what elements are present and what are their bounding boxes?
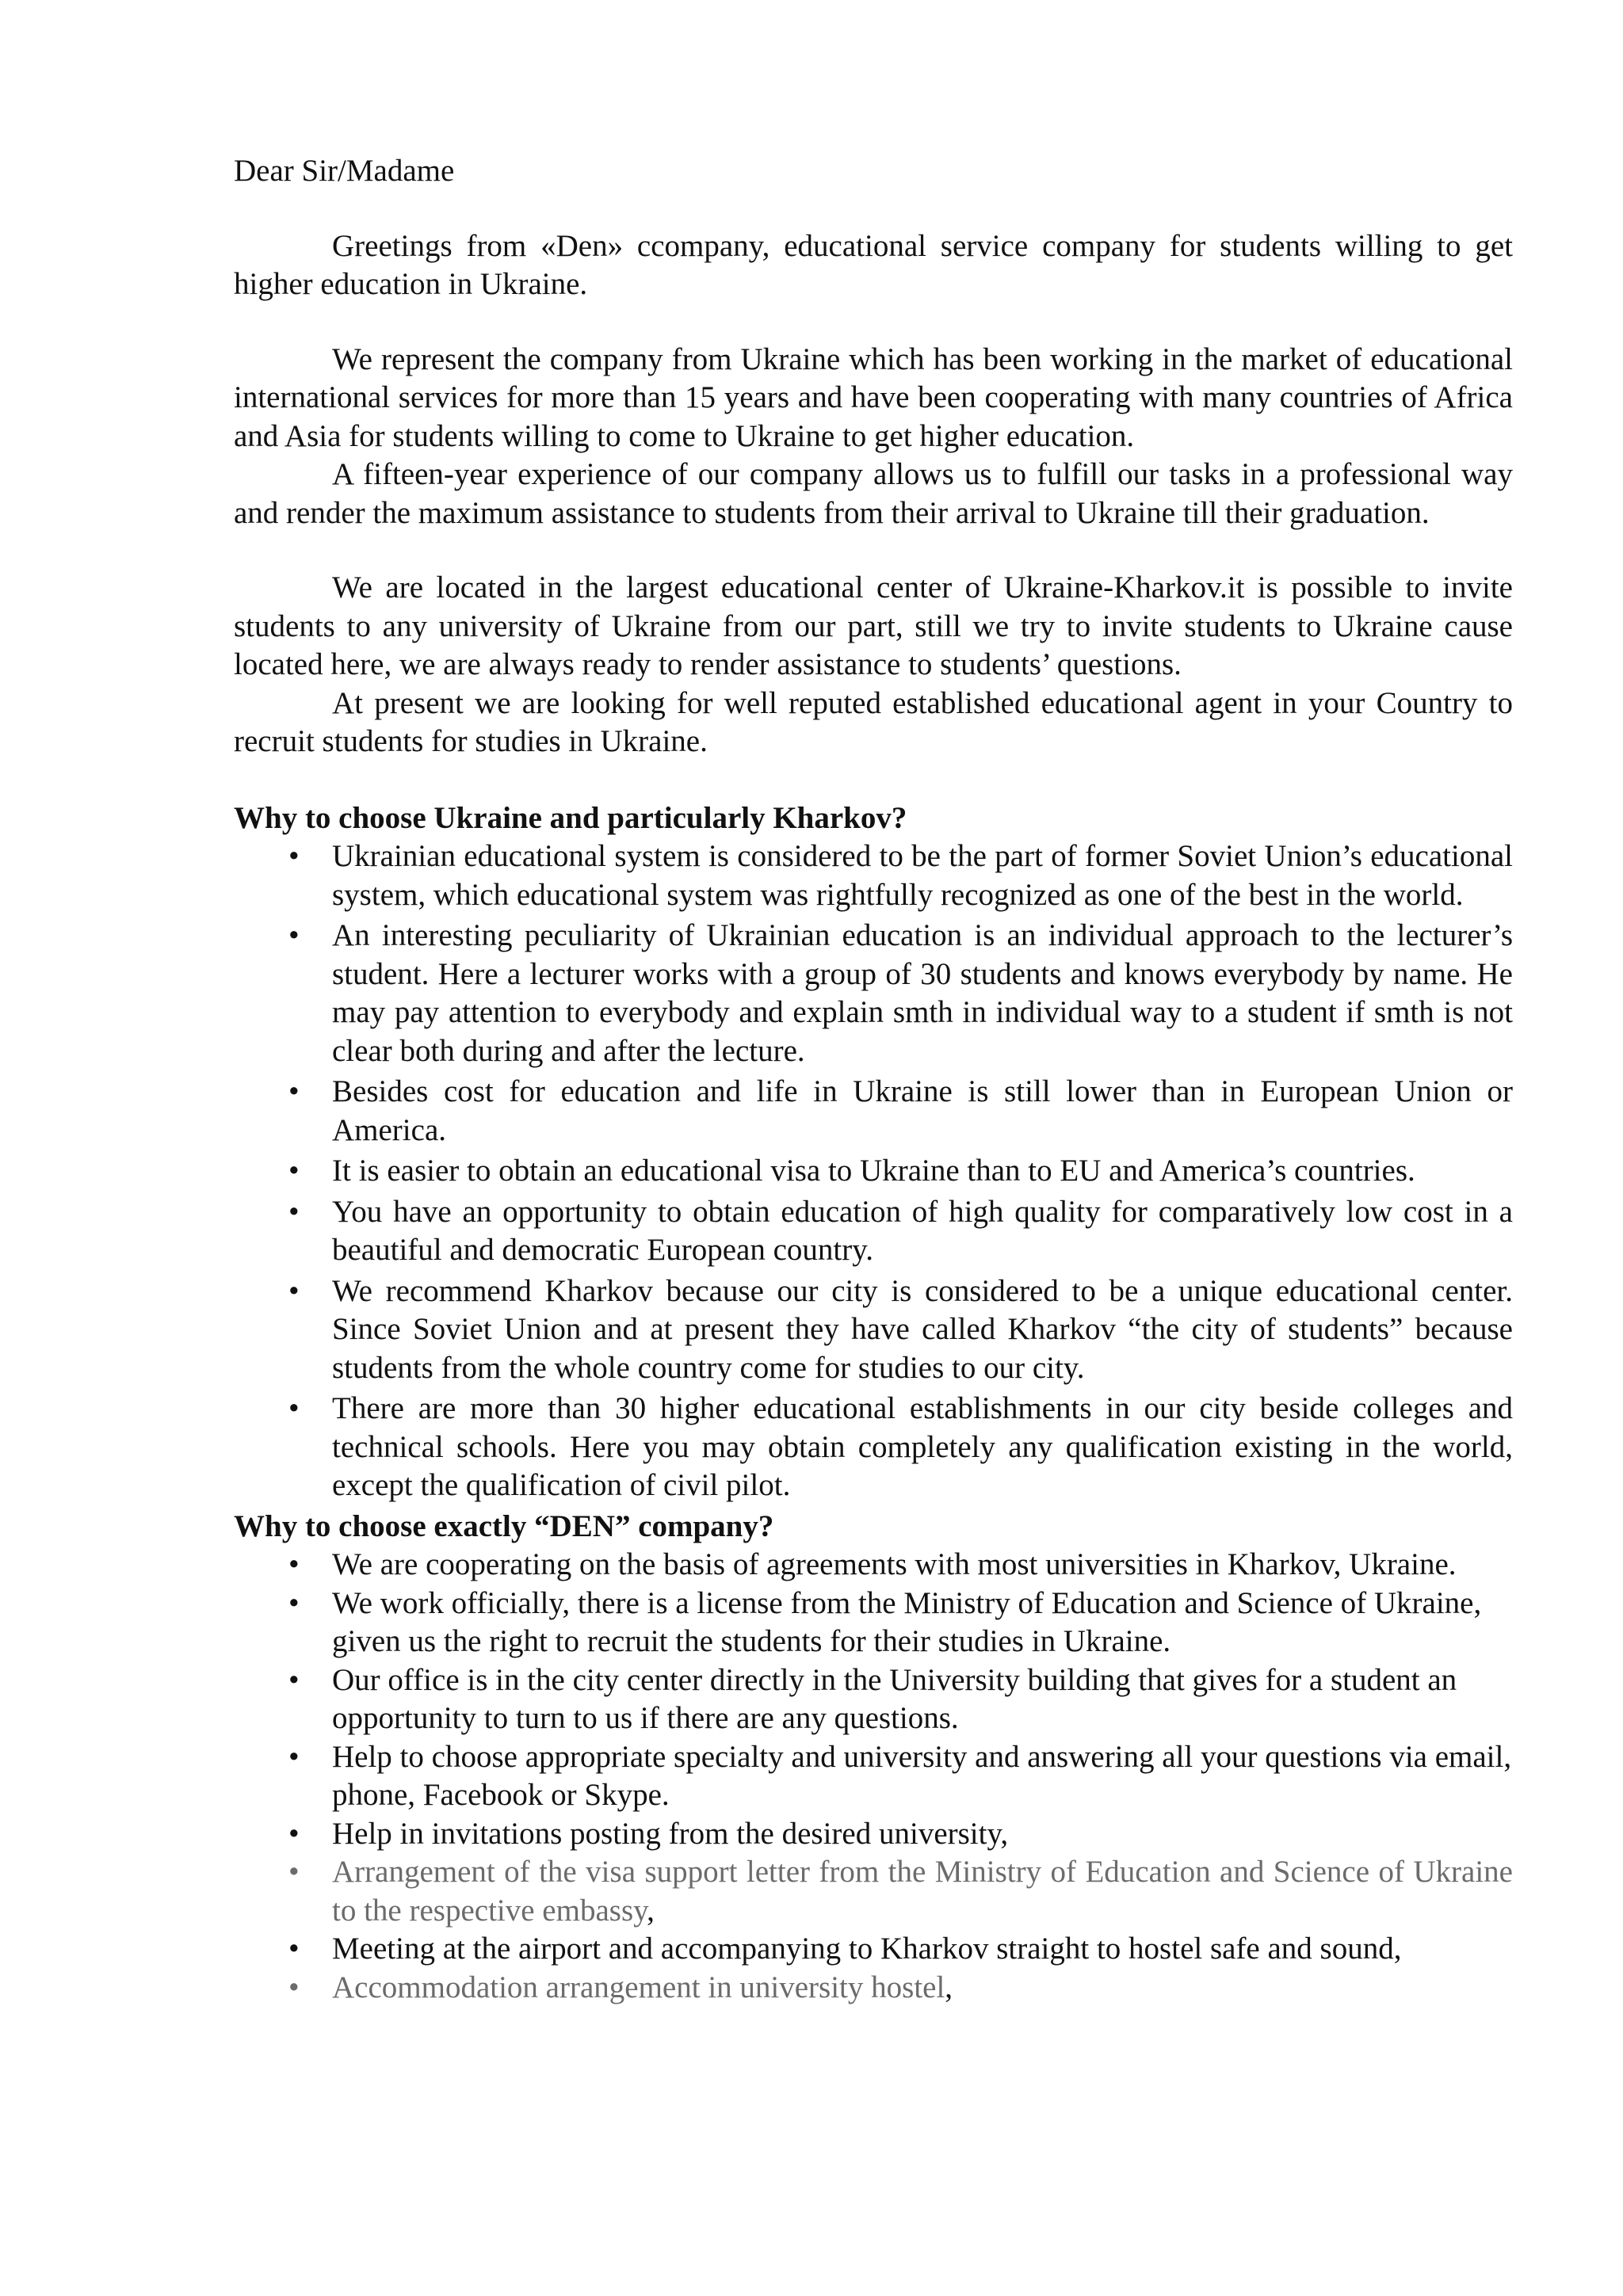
list-item-text: You have an opportunity to obtain education of high quality for comparatively low cost in a beautiful and democratic European country.: [332, 1194, 1513, 1267]
list-item: [234, 1853, 1513, 1930]
list-item: [234, 1272, 1513, 1388]
list-item-text: Ukrainian educational system is considered to be the part of former Soviet Union’s educational system, which educational system was rightfully recognized as one of the best in the world.: [332, 839, 1513, 912]
bullet-icon: •: [288, 1662, 300, 1697]
paragraph-greetings: Greetings from «Den» ccompany, educational service company for students willing to get higher education in Ukraine.: [234, 228, 1513, 301]
bullet-icon: •: [288, 839, 300, 873]
list-item-text: Our office is in the city center directly in the University building that gives for a student an opportunity to turn to us if there are any questions.: [332, 1662, 1457, 1735]
letter-page: [234, 152, 1513, 2007]
list-item-text: Help to choose appropriate specialty and university and answering all your questions via email, phone, Facebook or Skype.: [332, 1739, 1512, 1812]
bullet-icon: •: [288, 1074, 300, 1108]
list-item: [234, 837, 1513, 914]
list-item-punct: ,: [945, 1970, 953, 2004]
bullet-icon: •: [288, 1154, 300, 1188]
bullet-icon: •: [288, 1932, 300, 1966]
paragraph-location: We are located in the largest educational center of Ukraine-Kharkov.it is possible to invite students to any university of Ukraine from our part, still we try to invite students to Ukraine cause located here, we are always ready to render assistance to students’ questions.: [234, 570, 1513, 681]
bullet-icon: •: [288, 1970, 300, 2004]
list-item: [234, 1930, 1513, 1969]
list-why-den: [234, 1546, 1513, 2007]
list-item-text: Accommodation arrangement in university hostel: [332, 1970, 945, 2004]
list-item: [234, 1585, 1513, 1661]
bullet-icon: •: [288, 1391, 300, 1425]
bullet-icon: •: [288, 1585, 300, 1620]
list-item: [234, 1815, 1513, 1854]
bullet-icon: •: [288, 1547, 300, 1581]
list-item: [234, 1193, 1513, 1270]
list-item-text: Meeting at the airport and accompanying to Kharkov straight to hostel safe and sound,: [332, 1932, 1402, 1966]
list-item-text: We are cooperating on the basis of agreements with most universities in Kharkov, Ukraine.: [332, 1547, 1457, 1581]
bullet-icon: •: [288, 1855, 300, 1889]
list-item-text: There are more than 30 higher educational establishments in our city beside colleges and technical schools. Here you may obtain completely any qualification existing in the world, except the qualification of civil pilot.: [332, 1391, 1513, 1502]
bullet-icon: •: [288, 1816, 300, 1851]
list-item: [234, 1738, 1513, 1815]
bullet-icon: •: [288, 1273, 300, 1308]
heading-why-ukraine: Why to choose Ukraine and particularly Kharkov?: [234, 800, 907, 835]
list-item: [234, 917, 1513, 1070]
list-item-text: We recommend Kharkov because our city is considered to be a unique educational center. Since Soviet Union and at present they have called Kharkov “the city of students” because students from the whole country come for studies to our city.: [332, 1273, 1513, 1385]
list-item: [234, 1546, 1513, 1585]
list-item: [234, 1661, 1513, 1738]
list-item-text: Besides cost for education and life in Ukraine is still lower than in European Union or America.: [332, 1074, 1513, 1147]
list-item: [234, 1969, 1513, 2008]
paragraph-company: We represent the company from Ukraine which has been working in the market of educational international services for more than 15 years and have been cooperating with many countries of Africa and Asia for students willing to come to Ukraine to get higher education.: [234, 341, 1513, 453]
list-item-text: An interesting peculiarity of Ukrainian education is an individual approach to the lecturer’s student. Here a lecturer works with a group of 30 students and knows everybody by name. He may pay attention to everybody and explain smth in individual way to a student if smth is not clear both during and after the lecture.: [332, 918, 1513, 1068]
bullet-icon: •: [288, 1194, 300, 1229]
list-item: [234, 1390, 1513, 1505]
list-item-text: Arrangement of the visa support letter from the Ministry of Education and Science of Ukraine to the respective embassy: [332, 1855, 1513, 1928]
bullet-icon: •: [288, 1739, 300, 1774]
list-item-text: We work officially, there is a license from the Ministry of Education and Science of Ukraine, given us the right to recruit the students for their studies in Ukraine.: [332, 1585, 1482, 1658]
salutation: Dear Sir/Madame: [234, 154, 455, 188]
list-item-punct: ,: [647, 1893, 655, 1928]
bullet-icon: •: [288, 918, 300, 952]
heading-why-den: Why to choose exactly “DEN” company?: [234, 1508, 774, 1543]
paragraph-agent-request: At present we are looking for well reputed established educational agent in your Country to recruit students for studies in Ukraine.: [234, 685, 1513, 758]
list-item: [234, 1073, 1513, 1150]
list-item-text: Help in invitations posting from the desired university,: [332, 1816, 1009, 1851]
list-why-ukraine: [234, 837, 1513, 1505]
paragraph-experience: A fifteen-year experience of our company allows us to fulfill our tasks in a professional way and render the maximum assistance to students from their arrival to Ukraine till their graduation.: [234, 457, 1513, 530]
list-item: [234, 1152, 1513, 1191]
list-item-text: It is easier to obtain an educational visa to Ukraine than to EU and America’s countries.: [332, 1154, 1415, 1188]
